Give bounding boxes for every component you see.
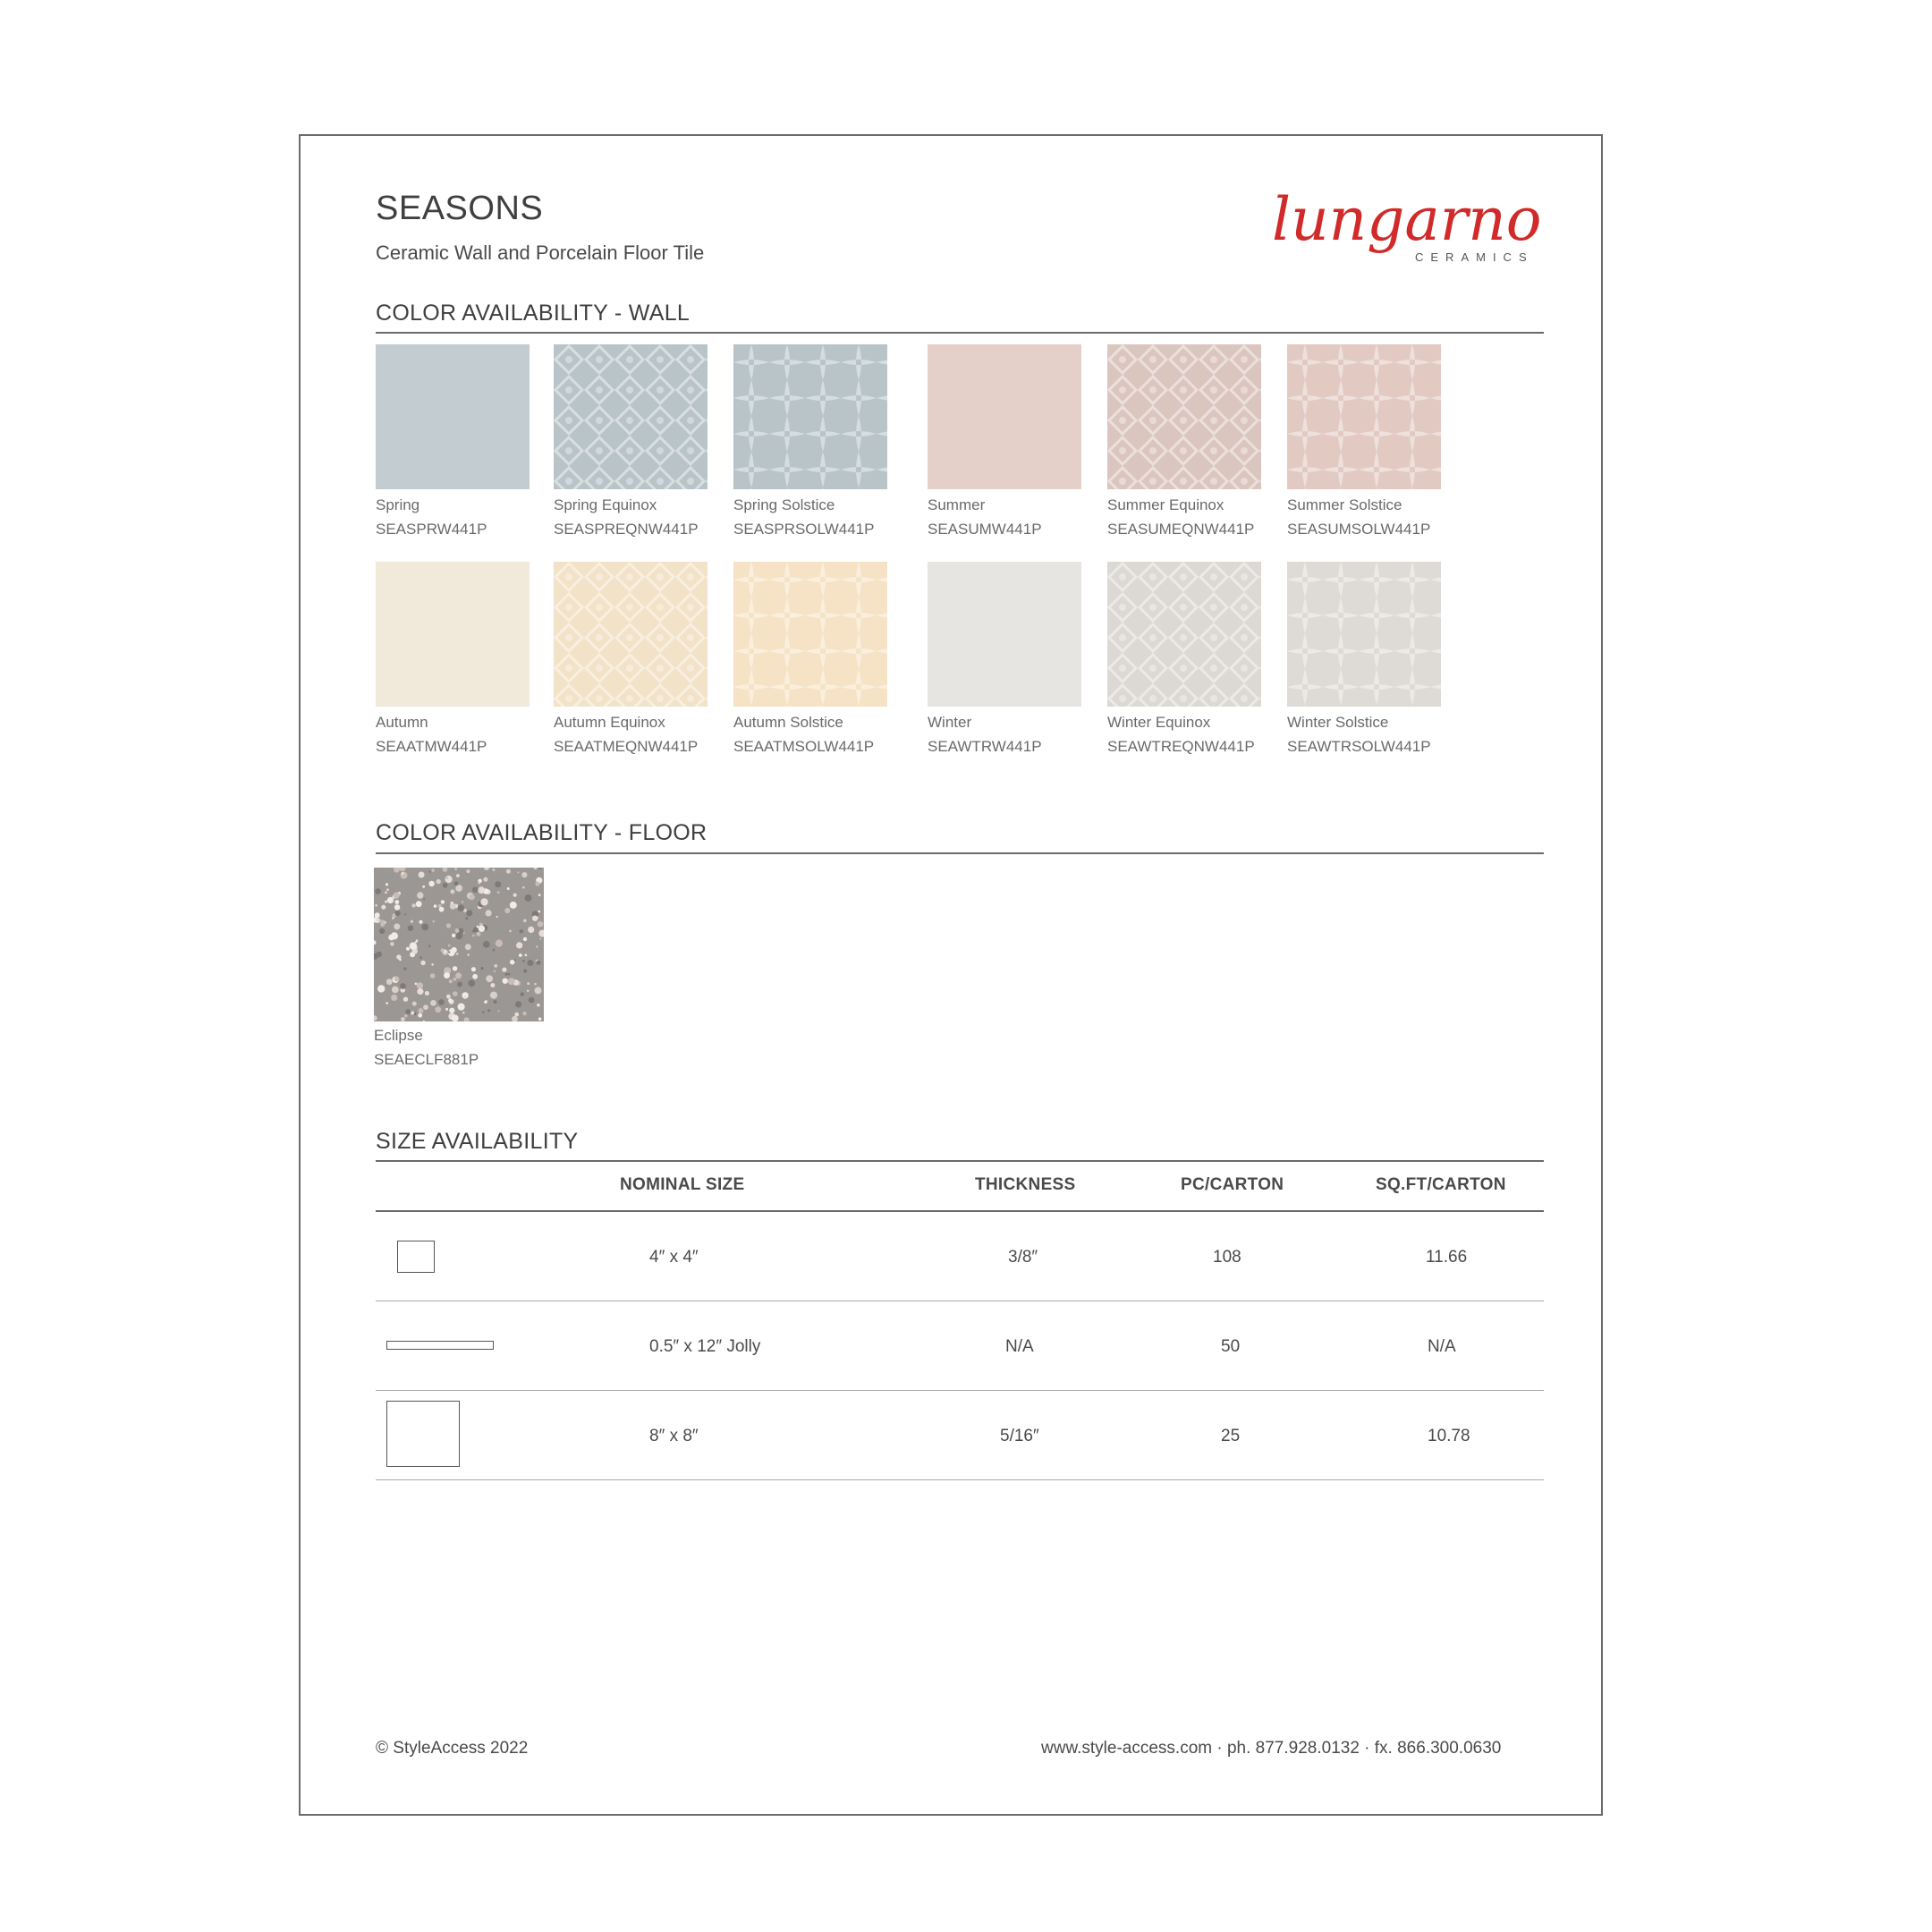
wall-tile-swatch xyxy=(733,562,887,707)
wall-tile-swatch xyxy=(554,344,708,489)
row-2-pc-carton: 50 xyxy=(1221,1337,1241,1356)
wall-tile-name: Spring Solstice xyxy=(733,496,835,513)
row-3-sqft-carton: 10.78 xyxy=(1428,1427,1470,1445)
wall-tile-code: SEASUMW441P xyxy=(928,521,1042,538)
floor-section-title: COLOR AVAILABILITY - FLOOR xyxy=(376,820,708,845)
jolly-strip-icon xyxy=(386,1341,494,1350)
footer-contact[interactable]: www.style-access.com · ph. 877.928.0132 · fx. 866.300.0630 xyxy=(1041,1739,1502,1758)
size-table-row-divider xyxy=(376,1390,1544,1391)
wall-tile-code: SEASPRSOLW441P xyxy=(733,521,875,538)
wall-tile-name: Autumn xyxy=(376,714,428,731)
large-square-icon xyxy=(386,1401,460,1467)
wall-tile-swatch xyxy=(928,344,1081,489)
floor-tile-swatch xyxy=(374,868,544,1021)
wall-tile-swatch xyxy=(1287,344,1441,489)
wall-tile-swatch xyxy=(1107,344,1261,489)
size-section-title: SIZE AVAILABILITY xyxy=(376,1129,579,1154)
wall-tile-code: SEAWTRSOLW441P xyxy=(1287,738,1431,755)
wall-tile-name: Spring xyxy=(376,496,420,513)
wall-tile-swatch xyxy=(376,344,530,489)
row-1-pc-carton: 108 xyxy=(1213,1248,1241,1267)
wall-section-rule xyxy=(376,332,1544,334)
row-1-sqft-carton: 11.66 xyxy=(1426,1248,1468,1267)
wall-tile-swatch xyxy=(928,562,1081,707)
wall-tile-code: SEASPRW441P xyxy=(376,521,487,538)
wall-tile-code: SEAWTREQNW441P xyxy=(1107,738,1255,755)
floor-tile-name: Eclipse xyxy=(374,1027,423,1044)
logo-wordmark: lungarno xyxy=(1272,185,1542,254)
column-header-sqft-carton: SQ.FT/CARTON xyxy=(1376,1175,1506,1194)
wall-tile-swatch xyxy=(376,562,530,707)
row-2-sqft-carton: N/A xyxy=(1428,1337,1456,1356)
wall-tile-code: SEASPREQNW441P xyxy=(554,521,699,538)
small-square-icon xyxy=(397,1241,435,1273)
wall-tile-code: SEASUMSOLW441P xyxy=(1287,521,1431,538)
wall-tile-name: Summer xyxy=(928,496,986,513)
logo-subtext: CERAMICS xyxy=(1415,250,1534,264)
wall-tile-code: SEAATMEQNW441P xyxy=(554,738,699,755)
row-1-nominal-size: 4″ x 4″ xyxy=(649,1248,699,1267)
wall-tile-swatch xyxy=(1107,562,1261,707)
wall-tile-swatch xyxy=(1287,562,1441,707)
wall-tile-code: SEAWTRW441P xyxy=(928,738,1042,755)
row-1-thickness: 3/8″ xyxy=(1008,1248,1038,1267)
wall-section-title: COLOR AVAILABILITY - WALL xyxy=(376,301,691,326)
column-header-thickness: THICKNESS xyxy=(975,1175,1076,1194)
size-table-bottom-rule xyxy=(376,1479,1544,1480)
lungarno-logo xyxy=(1270,179,1547,268)
wall-tile-name: Autumn Equinox xyxy=(554,714,665,731)
row-3-nominal-size: 8″ x 8″ xyxy=(649,1427,699,1445)
row-2-nominal-size: 0.5″ x 12″ Jolly xyxy=(649,1337,761,1356)
wall-tile-swatch xyxy=(554,562,708,707)
column-header-nominal-size: NOMINAL SIZE xyxy=(620,1175,745,1194)
wall-tile-code: SEAATMSOLW441P xyxy=(733,738,875,755)
wall-tile-name: Winter xyxy=(928,714,972,731)
row-2-thickness: N/A xyxy=(1005,1337,1034,1356)
size-table-top-rule xyxy=(376,1160,1544,1162)
wall-tile-name: Spring Equinox xyxy=(554,496,657,513)
size-table-header-rule xyxy=(376,1210,1544,1212)
footer-copyright: © StyleAccess 2022 xyxy=(376,1739,529,1758)
page-title: SEASONS xyxy=(376,190,544,227)
wall-tile-name: Summer Solstice xyxy=(1287,496,1402,513)
row-3-thickness: 5/16″ xyxy=(1000,1427,1039,1445)
wall-tile-name: Autumn Solstice xyxy=(733,714,843,731)
wall-tile-name: Summer Equinox xyxy=(1107,496,1224,513)
floor-tile-code: SEAECLF881P xyxy=(374,1051,479,1068)
row-3-pc-carton: 25 xyxy=(1221,1427,1241,1445)
wall-tile-code: SEASUMEQNW441P xyxy=(1107,521,1255,538)
wall-tile-name: Winter Solstice xyxy=(1287,714,1389,731)
wall-tile-code: SEAATMW441P xyxy=(376,738,487,755)
wall-tile-name: Winter Equinox xyxy=(1107,714,1211,731)
wall-tile-swatch xyxy=(733,344,887,489)
floor-section-rule xyxy=(376,852,1544,854)
column-header-pc-carton: PC/CARTON xyxy=(1181,1175,1284,1194)
page-subtitle: Ceramic Wall and Porcelain Floor Tile xyxy=(376,242,705,264)
